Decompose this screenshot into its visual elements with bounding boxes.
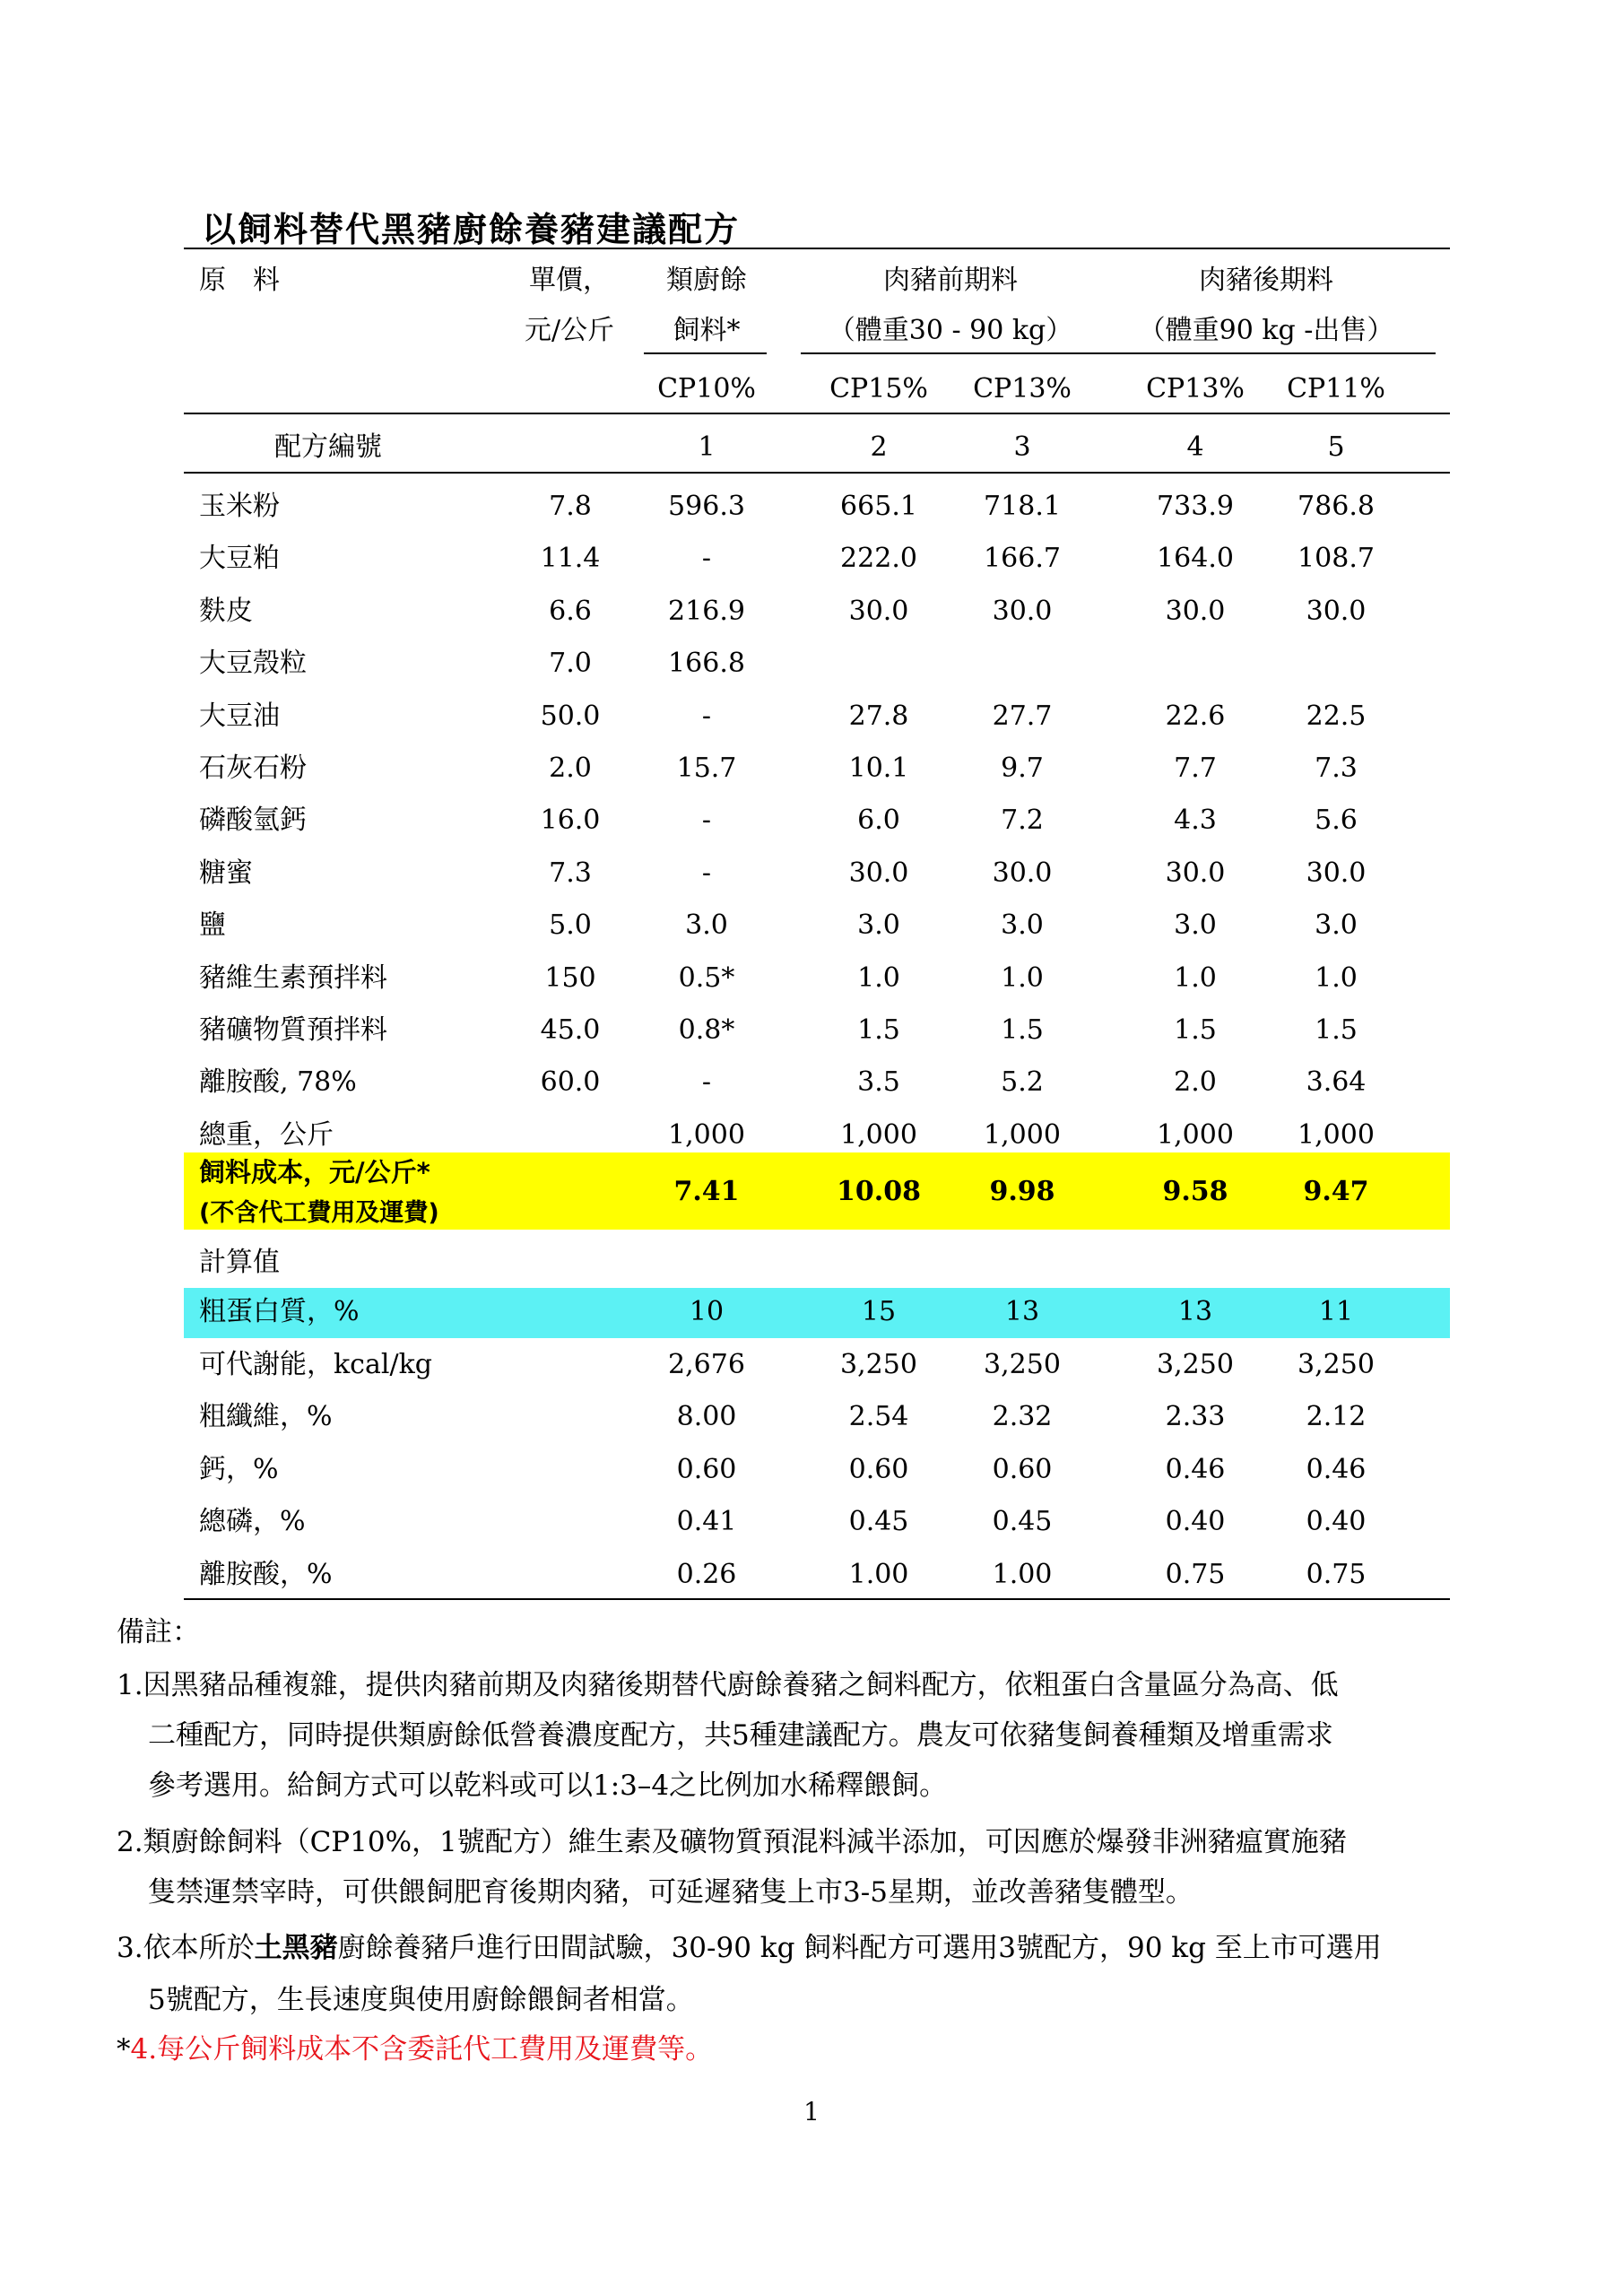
ingredient-value: 1,000 (840, 1119, 917, 1151)
nutrient-value: 0.75 (1306, 1559, 1367, 1590)
ingredient-value: 3.0 (1315, 909, 1358, 941)
ingredient-name: 鹽 (199, 909, 226, 941)
nutrient-value: 0.41 (676, 1506, 737, 1537)
formula-3: 3 (1013, 431, 1031, 463)
ingredient-value: 27.7 (992, 700, 1053, 732)
nutrient-value: 0.26 (676, 1559, 737, 1590)
ingredient-value: 1,000 (668, 1119, 745, 1151)
nutrient-value: 0.40 (1165, 1506, 1226, 1537)
ingredient-value: 166.7 (984, 543, 1061, 574)
header-unit-price-2: 元/公斤 (524, 315, 615, 346)
ingredient-price: 2.0 (549, 752, 592, 784)
header-rule-2 (184, 472, 1450, 474)
ingredient-value: 0.5* (678, 962, 735, 994)
ingredient-value: 6.0 (857, 804, 900, 836)
ingredient-value: - (701, 804, 712, 836)
nutrient-value: 3,250 (840, 1349, 917, 1380)
ingredient-value: 1,000 (984, 1119, 1061, 1151)
nutrient-name: 鈣，% (199, 1454, 279, 1485)
nutrient-name: 可代謝能，kcal/kg (199, 1349, 432, 1380)
ingredient-name: 離胺酸, 78% (199, 1066, 357, 1098)
ingredient-value: 7.3 (1315, 752, 1358, 784)
ingredient-value: - (701, 700, 712, 732)
ingredient-value: 596.3 (668, 491, 745, 522)
ingredient-value: - (701, 1066, 712, 1098)
header-kitchen-1: 類廚餘 (666, 265, 747, 296)
ingredient-name: 石灰石粉 (199, 752, 307, 784)
ingredient-name: 豬維生素預拌料 (199, 962, 387, 994)
ingredient-value: 22.6 (1165, 700, 1226, 732)
ingredient-name: 總重，公斤 (199, 1119, 334, 1151)
cost-value-4: 9.58 (1162, 1176, 1228, 1207)
nutrient-value: 0.46 (1306, 1454, 1367, 1485)
ingredient-name: 大豆粕 (199, 543, 280, 574)
ingredient-name: 大豆油 (199, 700, 280, 732)
formula-4: 4 (1186, 431, 1204, 463)
ingredient-value: 30.0 (1306, 857, 1367, 889)
cp-4: CP13% (1146, 373, 1245, 404)
ingredient-value: 0.8* (678, 1014, 735, 1046)
nutrient-value: 13 (1004, 1296, 1040, 1327)
ingredient-value: 1.0 (1174, 962, 1217, 994)
cp-2: CP15% (829, 373, 928, 404)
ingredient-value: 7.2 (1001, 804, 1044, 836)
ingredient-name: 大豆殼粒 (199, 648, 307, 679)
nutrient-value: 3,250 (1298, 1349, 1375, 1380)
note-1-line-3: 參考選用。給飼方式可以乾料或可以1:3–4之比例加水稀釋餵飼。 (148, 1770, 948, 1802)
protein-band (184, 1288, 1450, 1338)
nutrient-value: 0.40 (1306, 1506, 1367, 1537)
formula-2: 2 (870, 431, 888, 463)
ingredient-value: 216.9 (668, 596, 745, 627)
calculated-label: 計算值 (199, 1247, 280, 1278)
kitchen-underline (644, 352, 767, 354)
ingredient-value: 665.1 (840, 491, 917, 522)
nutrient-value: 3,250 (984, 1349, 1061, 1380)
nutrient-value: 0.46 (1165, 1454, 1226, 1485)
ingredient-name: 磷酸氫鈣 (199, 804, 307, 836)
header-early-2: （體重30 - 90 kg） (828, 315, 1073, 346)
note-1-line-1: 1.因黑豬品種複雜，提供肉豬前期及肉豬後期替代廚餘養豬之飼料配方，依粗蛋白含量區分為高、低 (117, 1669, 1339, 1701)
formula-number-label: 配方編號 (274, 431, 382, 463)
ingredient-name: 玉米粉 (199, 491, 280, 522)
ingredient-price: 7.0 (549, 648, 592, 679)
group-underline (801, 352, 1436, 354)
nutrient-value: 11 (1318, 1296, 1354, 1327)
ingredient-value: 222.0 (840, 543, 917, 574)
cp-3: CP13% (973, 373, 1072, 404)
ingredient-value: 166.8 (668, 648, 745, 679)
header-late-1: 肉豬後期料 (1199, 265, 1333, 296)
ingredient-value: 7.7 (1174, 752, 1217, 784)
ingredient-value: 30.0 (1165, 596, 1226, 627)
nutrient-value: 15 (861, 1296, 897, 1327)
ingredient-value: 786.8 (1298, 491, 1375, 522)
formula-1: 1 (698, 431, 716, 463)
ingredient-value: - (701, 543, 712, 574)
nutrient-value: 8.00 (676, 1401, 737, 1432)
ingredient-value: 30.0 (1306, 596, 1367, 627)
note-4-line (117, 2031, 713, 2067)
nutrient-value: 1.00 (848, 1559, 909, 1590)
ingredient-value: 15.7 (676, 752, 737, 784)
ingredient-price: 7.3 (549, 857, 592, 889)
note-1-line-2: 二種配方，同時提供類廚餘低營養濃度配方，共5種建議配方。農友可依豬隻飼養種類及增重需求 (148, 1719, 1333, 1752)
ingredient-value: 3.64 (1306, 1066, 1367, 1098)
ingredient-value: 3.0 (1001, 909, 1044, 941)
ingredient-value: 1.5 (1315, 1014, 1358, 1046)
note-4-star: * (117, 2033, 131, 2066)
note-4-text: 4.每公斤飼料成本不含委託代工費用及運費等。 (130, 2033, 714, 2066)
ingredient-name: 麩皮 (199, 596, 253, 627)
ingredient-price: 45.0 (540, 1014, 601, 1046)
cost-value-2: 10.08 (837, 1176, 921, 1207)
cp-1: CP10% (657, 373, 756, 404)
ingredient-value: 30.0 (992, 596, 1053, 627)
ingredient-value: 1.0 (857, 962, 900, 994)
header-early-1: 肉豬前期料 (883, 265, 1018, 296)
table-bottom-rule (184, 1598, 1450, 1600)
ingredient-value: 1.5 (857, 1014, 900, 1046)
cost-value-5: 9.47 (1303, 1176, 1369, 1207)
ingredient-value: 1,000 (1157, 1119, 1234, 1151)
ingredient-value: 9.7 (1001, 752, 1044, 784)
nutrient-value: 2,676 (668, 1349, 745, 1380)
ingredient-price: 50.0 (540, 700, 601, 732)
ingredient-value: 30.0 (848, 857, 909, 889)
ingredient-value: 2.0 (1174, 1066, 1217, 1098)
ingredient-value: 3.0 (1174, 909, 1217, 941)
ingredient-price: 16.0 (540, 804, 601, 836)
header-rule-1 (184, 413, 1450, 414)
nutrient-value: 2.33 (1165, 1401, 1226, 1432)
cost-value-1: 7.41 (673, 1176, 740, 1207)
ingredient-price: 11.4 (540, 543, 601, 574)
notes-heading: 備註： (117, 1616, 200, 1648)
ingredient-value: 1.0 (1315, 962, 1358, 994)
ingredient-name: 糖蜜 (199, 857, 253, 889)
note-2-line-1: 2.類廚餘飼料（CP10%，1號配方）維生素及礦物質預混料減半添加，可因應於爆發非洲豬瘟實施豬 (117, 1826, 1347, 1858)
cost-label-2: (不含代工費用及運費) (199, 1199, 439, 1227)
note-3-prefix: 3.依本所於 (117, 1932, 255, 1964)
title-underline (184, 248, 1450, 249)
nutrient-value: 2.54 (848, 1401, 909, 1432)
ingredient-value: 10.1 (848, 752, 909, 784)
ingredient-price: 6.6 (549, 596, 592, 627)
nutrient-name: 離胺酸，% (199, 1559, 333, 1590)
nutrient-value: 2.12 (1306, 1401, 1367, 1432)
ingredient-value: 1.5 (1001, 1014, 1044, 1046)
ingredient-value: 108.7 (1298, 543, 1375, 574)
note-3-line-2: 5號配方，生長速度與使用廚餘餵飼者相當。 (148, 1984, 694, 2016)
cost-value-3: 9.98 (989, 1176, 1055, 1207)
nutrient-name: 粗蛋白質，% (199, 1296, 360, 1327)
header-kitchen-2: 飼料* (673, 315, 741, 346)
ingredient-value: 5.2 (1001, 1066, 1044, 1098)
cost-label-1: 飼料成本，元/公斤* (199, 1157, 430, 1187)
ingredient-value: 1.5 (1174, 1014, 1217, 1046)
ingredient-price: 7.8 (549, 491, 592, 522)
nutrient-value: 0.60 (676, 1454, 737, 1485)
ingredient-name: 豬礦物質預拌料 (199, 1014, 387, 1046)
nutrient-value: 1.00 (992, 1559, 1053, 1590)
note-3-highlight: 土黑豬 (254, 1932, 338, 1964)
note-3-line-1 (117, 1930, 1382, 1966)
nutrient-value: 0.60 (992, 1454, 1053, 1485)
nutrient-value: 13 (1177, 1296, 1213, 1327)
ingredient-value: 1.0 (1001, 962, 1044, 994)
nutrient-value: 10 (689, 1296, 725, 1327)
ingredient-value: 718.1 (984, 491, 1061, 522)
ingredient-price: 5.0 (549, 909, 592, 941)
nutrient-name: 粗纖維，% (199, 1401, 333, 1432)
cp-5: CP11% (1287, 373, 1385, 404)
ingredient-value: 733.9 (1157, 491, 1234, 522)
ingredient-value: 30.0 (992, 857, 1053, 889)
nutrient-value: 3,250 (1157, 1349, 1234, 1380)
nutrient-value: 2.32 (992, 1401, 1053, 1432)
ingredient-value: 1,000 (1298, 1119, 1375, 1151)
ingredient-value: 3.0 (857, 909, 900, 941)
ingredient-price: 150 (544, 962, 596, 994)
nutrient-name: 總磷，% (199, 1506, 306, 1537)
header-raw-material: 原 料 (199, 265, 280, 296)
nutrient-value: 0.75 (1165, 1559, 1226, 1590)
ingredient-price: 60.0 (540, 1066, 601, 1098)
ingredient-value: 5.6 (1315, 804, 1358, 836)
page-number: 1 (803, 2097, 820, 2126)
ingredient-value: 3.0 (685, 909, 728, 941)
ingredient-value: - (701, 857, 712, 889)
ingredient-value: 30.0 (1165, 857, 1226, 889)
header-unit-price-1: 單價， (529, 265, 610, 296)
ingredient-value: 164.0 (1157, 543, 1234, 574)
nutrient-value: 0.45 (848, 1506, 909, 1537)
note-3-suffix: 廚餘養豬戶進行田間試驗，30-90 kg 飼料配方可選用3號配方，90 kg 至上市可選用 (337, 1932, 1382, 1964)
ingredient-value: 30.0 (848, 596, 909, 627)
ingredient-value: 27.8 (848, 700, 909, 732)
ingredient-value: 3.5 (857, 1066, 900, 1098)
formula-5: 5 (1327, 431, 1345, 463)
ingredient-value: 22.5 (1306, 700, 1367, 732)
note-2-line-2: 隻禁運禁宰時，可供餵飼肥育後期肉豬，可延遲豬隻上市3-5星期，並改善豬隻體型。 (148, 1876, 1193, 1909)
page-title: 以飼料替代黑豬廚餘養豬建議配方 (202, 210, 741, 249)
header-late-2: （體重90 kg -出售） (1138, 315, 1394, 346)
ingredient-value: 4.3 (1174, 804, 1217, 836)
nutrient-value: 0.60 (848, 1454, 909, 1485)
nutrient-value: 0.45 (992, 1506, 1053, 1537)
